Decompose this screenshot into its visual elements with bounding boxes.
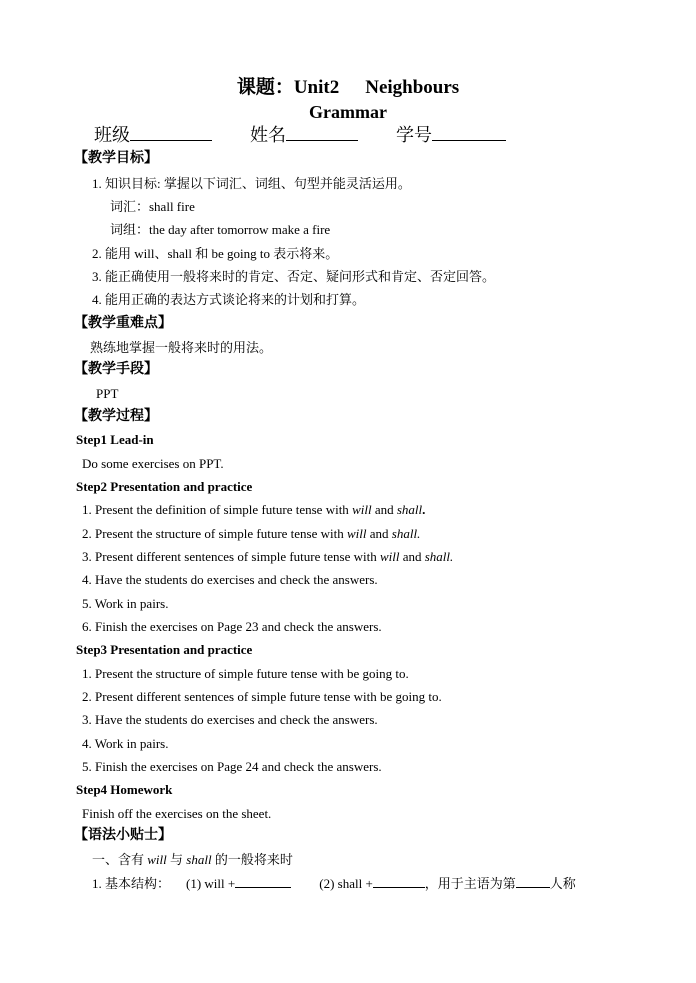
name-field: [250, 124, 358, 146]
step3-item-4: 4. Work in pairs.: [82, 736, 169, 751]
tips-sub-pre: 一、含有: [92, 852, 148, 867]
step2-item-3: [82, 548, 453, 565]
objective-item-2: 2. 能用 will、shall 和 be going to 表示将来。: [92, 246, 339, 261]
page-subtitle: Grammar: [309, 102, 387, 122]
tips-subheading: [92, 851, 293, 868]
step2-item-2-shall: shall.: [391, 526, 421, 541]
step2-item-2-will: will: [347, 526, 367, 541]
objective-vocab: 词汇：shall fire: [110, 199, 195, 214]
page-title: [0, 77, 696, 99]
step3-item-3: 3. Have the students do exercises and check the answers.: [82, 712, 378, 727]
tips-sub-will: will: [147, 852, 167, 867]
step2-item-4: 4. Have the students do exercises and check the answers.: [82, 572, 378, 587]
key-points-heading: 【教学重难点】: [74, 316, 172, 331]
class-label: 班级: [94, 125, 130, 145]
student-info-row: [94, 124, 506, 146]
number-label: 学号: [396, 125, 432, 145]
objective-item-3: 3. 能正确使用一般将来时的肯定、否定、疑问形式和肯定、否定回答。: [92, 269, 496, 284]
key-points-text: 熟练地掌握一般将来时的用法。: [90, 340, 273, 355]
structure-shall: (2) shall +: [319, 876, 373, 891]
means-heading: 【教学手段】: [74, 362, 158, 377]
step2-item-2: [82, 525, 420, 542]
step3-item-1: 1. Present the structure of simple future tense with be going to.: [82, 666, 409, 681]
step2-item-3-and: and: [399, 549, 425, 564]
step4-title: Step4 Homework: [76, 782, 173, 797]
step2-title: Step2 Presentation and practice: [76, 479, 253, 494]
objective-item-1: 1. 知识目标: 掌握以下词汇、词组、句型并能灵活运用。: [92, 176, 411, 191]
tips-heading: 【语法小贴士】: [74, 828, 172, 843]
step1-text: Do some exercises on PPT.: [82, 456, 224, 471]
step2-item-6: 6. Finish the exercises on Page 23 and check the answers.: [82, 619, 382, 634]
name-blank[interactable]: [286, 124, 358, 141]
step4-text: Finish off the exercises on the sheet.: [82, 806, 272, 821]
step2-item-1-text: 1. Present the definition of simple future tense with: [82, 502, 353, 517]
number-field: [396, 124, 506, 146]
step2-item-1: [82, 501, 425, 518]
tips-sub-mid: 与: [166, 852, 187, 867]
step2-item-3-text: 3. Present different sentences of simple future tense with: [82, 549, 380, 564]
structure-subject-text: ，用于主语为第: [424, 876, 516, 891]
structure-will: (1) will +: [186, 876, 236, 891]
step1-title: Step1 Lead-in: [76, 432, 154, 447]
title-prefix: 课题：Unit2: [236, 77, 340, 98]
step2-item-2-text: 2. Present the structure of simple future tense with: [82, 526, 347, 541]
step2-item-2-and: and: [366, 526, 392, 541]
shall-blank[interactable]: [373, 875, 425, 888]
will-blank[interactable]: [235, 875, 291, 888]
means-text: PPT: [96, 386, 119, 401]
tips-structure-line: [92, 875, 576, 892]
objective-item-4: 4. 能用正确的表达方式谈论将来的计划和打算。: [92, 292, 366, 307]
person-blank[interactable]: [516, 875, 550, 888]
tips-sub-shall: shall: [186, 852, 212, 867]
number-blank[interactable]: [432, 124, 506, 141]
step2-item-1-end: .: [422, 502, 426, 517]
step2-item-3-shall: shall.: [424, 549, 454, 564]
step3-title: Step3 Presentation and practice: [76, 642, 253, 657]
process-heading: 【教学过程】: [74, 409, 158, 424]
step2-item-1-shall: shall: [396, 502, 423, 517]
class-blank[interactable]: [130, 124, 212, 141]
objectives-heading: 【教学目标】: [74, 151, 158, 166]
step2-item-1-will: will: [352, 502, 372, 517]
step2-item-5: 5. Work in pairs.: [82, 596, 169, 611]
step3-item-2: 2. Present different sentences of simple future tense with be going to.: [82, 689, 442, 704]
step2-item-1-and: and: [371, 502, 397, 517]
objective-phrases: 词组：the day after tomorrow make a fire: [110, 222, 331, 237]
class-field: [94, 124, 212, 146]
step3-item-5: 5. Finish the exercises on Page 24 and check the answers.: [82, 759, 382, 774]
step2-item-3-will: will: [379, 549, 400, 564]
tips-sub-end: 的一般将来时: [211, 852, 293, 867]
structure-label: 1. 基本结构：: [92, 876, 171, 891]
title-unit: Neighbours: [365, 77, 460, 98]
structure-person-text: 人称: [549, 876, 576, 891]
name-label: 姓名: [250, 125, 286, 145]
